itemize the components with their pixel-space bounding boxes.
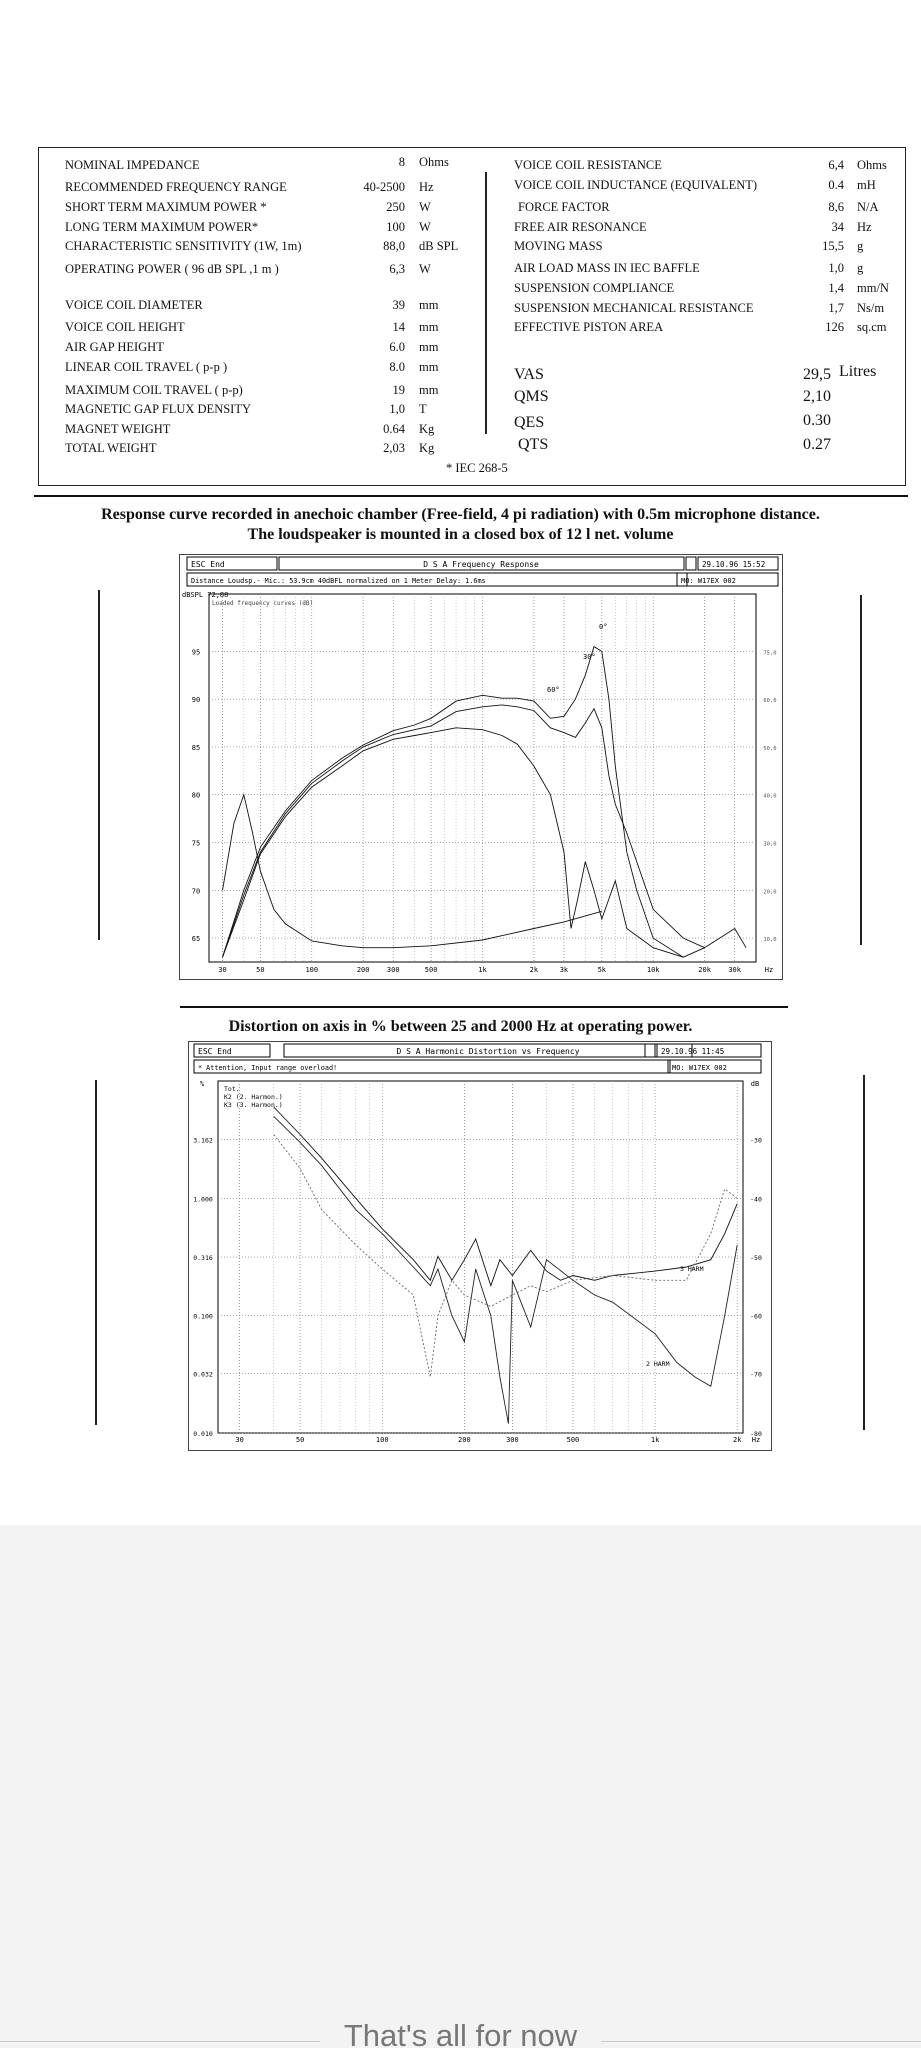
right-margin-bar xyxy=(860,595,862,945)
y2-tick-label: -70 xyxy=(750,1370,762,1379)
spec-unit: Hz xyxy=(419,180,434,194)
legend-entry: Tot. xyxy=(224,1085,240,1093)
spec-value: 126 xyxy=(825,320,844,334)
spec-label: VOICE COIL RESISTANCE xyxy=(514,158,662,172)
spec-unit: mm xyxy=(419,298,439,312)
spec-label: FREE AIR RESONANCE xyxy=(514,220,647,234)
spec-label: TOTAL WEIGHT xyxy=(65,441,157,455)
x-tick-label: 10k xyxy=(646,966,660,974)
chart-memo: MO: W17EX 002 xyxy=(681,577,736,585)
x-tick-label: 200 xyxy=(356,966,370,974)
curve-annotation: 30° xyxy=(583,653,596,661)
chart-memo: MO: W17EX 002 xyxy=(672,1064,727,1072)
spec-value: 0.64 xyxy=(383,422,405,436)
x-tick-label: 300 xyxy=(506,1436,519,1444)
param-label: QTS xyxy=(518,436,549,453)
x-units-label: Hz xyxy=(751,1436,761,1444)
spec-unit: mm/N xyxy=(857,281,889,295)
y2-tick-label: -50 xyxy=(750,1254,762,1263)
harmonic-distortion-chart xyxy=(188,1041,772,1451)
response-heading-line1: Response curve recorded in anechoic chamber (Free-field, 4 pi radiation) with 0.5m microphone distance. xyxy=(101,506,820,523)
spec-value: 0.4 xyxy=(828,178,844,192)
y-tick-label: 75 xyxy=(191,839,201,848)
spec-unit: Hz xyxy=(857,220,872,234)
y-tick-label: 85 xyxy=(191,743,201,752)
spec-unit: Ohms xyxy=(857,158,887,172)
y2-tick-label: 60,0 xyxy=(763,698,777,705)
y-units-label: dBSPL 72,88 xyxy=(182,591,229,599)
end-message: That's all for now xyxy=(343,2018,578,2048)
spec-value: 8.0 xyxy=(389,360,405,374)
spec-label: LONG TERM MAXIMUM POWER* xyxy=(65,220,259,234)
spec-value: 1,4 xyxy=(828,281,844,295)
x-tick-label: 300 xyxy=(386,966,400,974)
x-units-label: Hz xyxy=(764,966,774,974)
x-tick-label: 30 xyxy=(235,1436,244,1444)
chart-title: D S A Harmonic Distortion vs Frequency xyxy=(396,1047,580,1056)
section-rule xyxy=(34,495,908,497)
curve-annotation: 0° xyxy=(599,623,608,631)
x-tick-label: 30 xyxy=(218,966,227,974)
spec-label: SUSPENSION COMPLIANCE xyxy=(514,281,675,295)
x-tick-label: 100 xyxy=(375,1436,389,1444)
spec-value: 1,0 xyxy=(828,261,844,275)
spec-unit: mH xyxy=(857,178,876,192)
spec-unit: sq.cm xyxy=(857,320,887,334)
param-value: 2,10 xyxy=(803,388,831,405)
spec-value: 6,4 xyxy=(828,158,844,172)
spec-label: CHARACTERISTIC SENSITIVITY (1W, 1m) xyxy=(65,239,302,253)
x-tick-label: 20k xyxy=(698,966,711,974)
spec-value: 39 xyxy=(392,298,405,312)
param-label: VAS xyxy=(514,366,544,383)
header-left-label: ESC End xyxy=(191,560,225,569)
y2-tick-label: 40,0 xyxy=(763,793,777,800)
spec-unit: N/A xyxy=(857,200,879,214)
spec-divider xyxy=(485,172,487,434)
chart-subtitle: Distance Loudsp.- Mic.: 53.9cm 40dBFL normalized on 1 Meter Delay: 1.6ms xyxy=(191,577,486,585)
spec-value: 1,0 xyxy=(389,402,405,416)
y-tick-label: 65 xyxy=(191,935,201,944)
chart-date: 29.10.96 15:52 xyxy=(702,560,766,569)
spec-label: SHORT TERM MAXIMUM POWER * xyxy=(65,200,267,214)
x-tick-label: 100 xyxy=(305,966,319,974)
spec-value: 250 xyxy=(386,200,405,214)
spec-label: VOICE COIL HEIGHT xyxy=(65,320,185,334)
spec-label: AIR LOAD MASS IN IEC BAFFLE xyxy=(514,261,700,275)
chart-subtitle: * Attention, Input range overload! xyxy=(198,1064,338,1072)
spec-label: AIR GAP HEIGHT xyxy=(65,340,164,354)
response-heading-line2: The loudspeaker is mounted in a closed box of 12 l net. volume xyxy=(247,526,674,543)
param-value: 0.30 xyxy=(803,412,831,429)
spec-unit: Kg xyxy=(419,422,435,436)
spec-label: MAGNETIC GAP FLUX DENSITY xyxy=(65,402,251,416)
spec-label: RECOMMENDED FREQUENCY RANGE xyxy=(65,180,287,194)
spec-unit: T xyxy=(419,402,427,416)
spec-label: VOICE COIL INDUCTANCE (EQUIVALENT) xyxy=(514,178,758,192)
y2-tick-label: 30,0 xyxy=(763,841,777,848)
spec-unit: mm xyxy=(419,320,439,334)
legend-entry: K2 (2. Harmon.) xyxy=(224,1093,283,1101)
curve-annotation: 3 HARM xyxy=(680,1265,704,1273)
spec-value: 40-2500 xyxy=(363,180,405,194)
spec-unit: W xyxy=(419,262,431,276)
y-tick-label: 3.162 xyxy=(193,1136,213,1145)
x-tick-label: 200 xyxy=(458,1436,471,1444)
frequency-response-svg xyxy=(179,554,783,980)
y-tick-label: 0.316 xyxy=(193,1254,213,1263)
y2-tick-label: -30 xyxy=(750,1136,762,1145)
x-tick-label: 2k xyxy=(529,966,539,974)
y-tick-label: 70 xyxy=(191,887,201,896)
y-tick-label: 0.100 xyxy=(193,1312,213,1321)
frequency-response-chart xyxy=(179,554,783,980)
x-tick-label: 1k xyxy=(650,1436,660,1444)
spec-label: LINEAR COIL TRAVEL ( p-p ) xyxy=(65,360,228,374)
spec-unit: dB SPL xyxy=(419,239,459,253)
x-tick-label: 3k xyxy=(559,966,569,974)
x-tick-label: 50 xyxy=(295,1436,305,1444)
param-value: 29,5 xyxy=(803,366,831,383)
y-tick-label: 90 xyxy=(191,696,201,705)
y2-tick-label: 20,0 xyxy=(763,889,777,896)
spec-unit: Ohms xyxy=(419,155,449,169)
legend-entry: K3 (3. Harmon.) xyxy=(224,1101,283,1109)
spec-unit: Ns/m xyxy=(857,301,885,315)
distortion-heading: Distortion on axis in % between 25 and 2000 Hz at operating power. xyxy=(228,1018,693,1035)
spec-value: 1,7 xyxy=(828,301,844,315)
spec-value: 6.0 xyxy=(389,340,405,354)
param-label: QMS xyxy=(514,388,549,405)
spec-value: 100 xyxy=(386,220,405,234)
spec-value: 15,5 xyxy=(822,239,844,253)
spec-unit: mm xyxy=(419,360,439,374)
param-value: 0.27 xyxy=(803,436,831,453)
spec-value: 8,6 xyxy=(828,200,844,214)
param-label: QES xyxy=(514,414,545,431)
spec-label: MOVING MASS xyxy=(514,239,603,253)
spec-unit: W xyxy=(419,200,431,214)
left-margin-bar xyxy=(95,1080,97,1425)
spec-value: 2,03 xyxy=(383,441,405,455)
legend-label: Loaded frequency curves (dB) xyxy=(212,600,314,607)
x-tick-label: 5k xyxy=(597,966,607,974)
left-margin-bar xyxy=(98,590,100,940)
end-of-feed xyxy=(0,2010,921,2048)
spec-unit: g xyxy=(857,261,864,275)
spec-unit: Kg xyxy=(419,441,435,455)
y2-tick-label: -40 xyxy=(750,1195,762,1204)
y-tick-label: 95 xyxy=(191,648,201,657)
x-tick-label: 2k xyxy=(733,1436,742,1444)
y-tick-label: 1.000 xyxy=(193,1195,213,1204)
chart-frame xyxy=(180,555,783,980)
right-margin-bar xyxy=(863,1075,865,1430)
harmonic-distortion-svg xyxy=(188,1041,772,1451)
spec-value: 14 xyxy=(392,320,405,334)
curve-annotation: 60° xyxy=(547,686,560,694)
y-units-label: % xyxy=(200,1080,205,1088)
spec-label: OPERATING POWER ( 96 dB SPL ,1 m ) xyxy=(65,262,279,276)
y2-tick-label: -80 xyxy=(750,1430,762,1438)
x-tick-label: 50 xyxy=(256,966,265,974)
y-tick-label: 0.032 xyxy=(193,1370,213,1379)
spec-label: EFFECTIVE PISTON AREA xyxy=(514,320,664,334)
spec-table xyxy=(38,147,906,486)
spec-unit: mm xyxy=(419,383,439,397)
spec-value: 6,3 xyxy=(389,262,405,276)
y2-tick-label: 10,0 xyxy=(763,937,777,944)
y2-units-label: dB xyxy=(750,1080,760,1088)
spec-unit: W xyxy=(419,220,431,234)
spec-unit: mm xyxy=(419,340,439,354)
x-tick-label: 500 xyxy=(424,966,438,974)
spec-unit: g xyxy=(857,239,864,253)
spec-label: SUSPENSION MECHANICAL RESISTANCE xyxy=(514,301,754,315)
spec-label: MAGNET WEIGHT xyxy=(65,422,171,436)
curve-annotation: 2 HARM xyxy=(646,1360,670,1368)
y-tick-label: 0.010 xyxy=(193,1430,213,1438)
spec-value: 19 xyxy=(392,383,405,397)
x-tick-label: 1k xyxy=(478,966,487,974)
y2-tick-label: -60 xyxy=(750,1312,762,1321)
y2-tick-label: 50,0 xyxy=(763,745,777,752)
chart-date: 29.10.96 11:45 xyxy=(661,1047,725,1056)
y2-tick-label: 75,0 xyxy=(763,650,777,657)
spec-footnote: * IEC 268-5 xyxy=(446,461,508,475)
spec-value: 88,0 xyxy=(383,239,405,253)
spec-label: MAXIMUM COIL TRAVEL ( p-p) xyxy=(65,383,243,397)
header-left-label: ESC End xyxy=(198,1047,232,1056)
spec-label: FORCE FACTOR xyxy=(518,200,610,214)
x-tick-label: 500 xyxy=(566,1436,580,1444)
spec-value: 34 xyxy=(831,220,844,234)
chart-title: D S A Frequency Response xyxy=(423,560,539,569)
spec-label: VOICE COIL DIAMETER xyxy=(65,298,203,312)
spec-value: 8 xyxy=(398,155,405,169)
spec-label: NOMINAL IMPEDANCE xyxy=(65,158,200,172)
x-tick-label: 30k xyxy=(728,966,741,974)
y-tick-label: 80 xyxy=(191,791,201,800)
section-rule xyxy=(180,1006,788,1008)
param-unit: Litres xyxy=(839,363,877,380)
